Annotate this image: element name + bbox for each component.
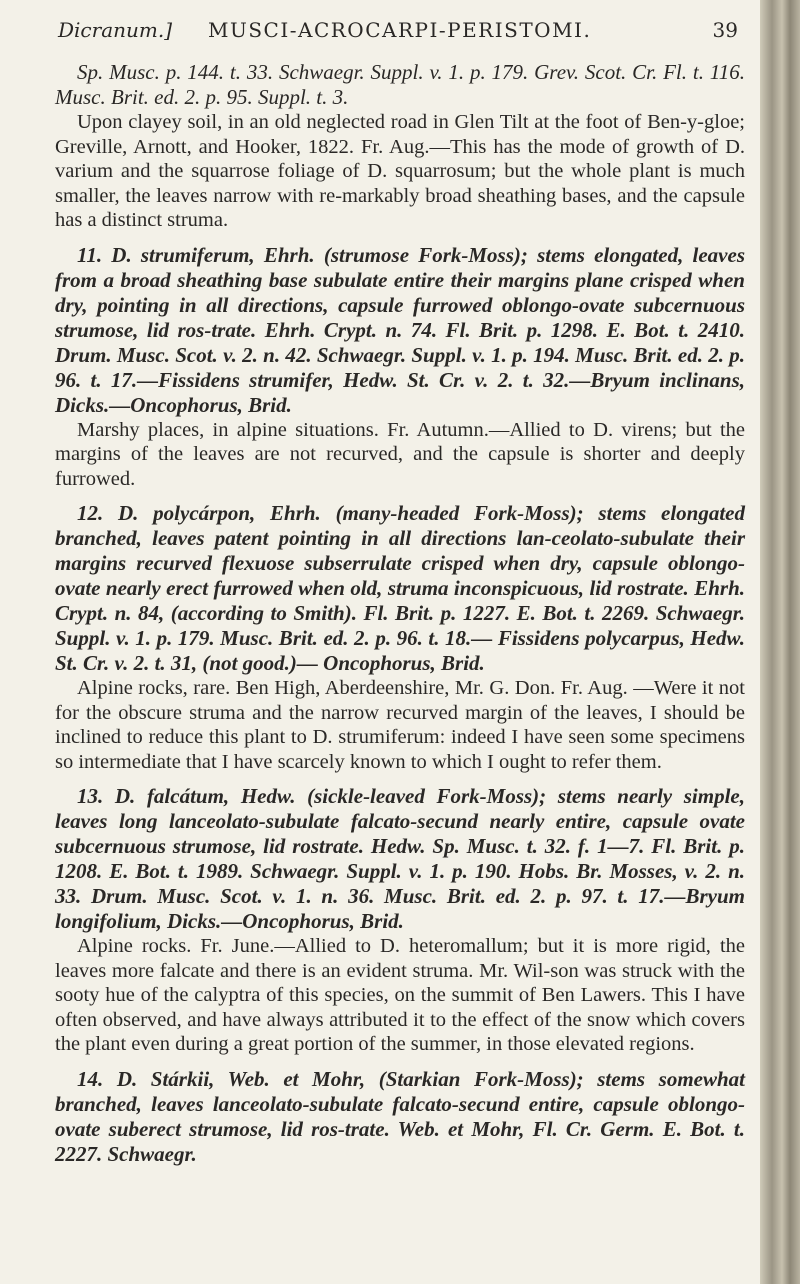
page-edge — [760, 0, 800, 1284]
paragraph-habitat: Marshy places, in alpine situations. Fr. Autumn.—Allied to D. virens; but the margins of the leaves are not recurved, and the capsule is shorter and deeply furrowed. — [55, 418, 745, 490]
header-genus: Dicranum.] — [58, 18, 173, 42]
paragraph-habitat: Alpine rocks. Fr. June.—Allied to D. heteromallum; but it is more rigid, the leaves more falcate and there is an evident struma. Mr. Wil-son was struck with the sooty hue of the calyptra of this species, on the summit of Ben Lawers. This I have often observed, and have always attributed it to the effect of the snow which covers the plant even during a great portion of the summer, in those elevated regions. — [55, 935, 745, 1055]
page-number: 39 — [712, 18, 738, 42]
species-entry-14: 14. D. Stárkii, Web. et Mohr, (Starkian Fork-Moss); stems somewhat branched, leaves lanceolato-subulate falcato-secund entire, capsule oblongo-ovate suberect strumose, lid ros-trate. Web. et Mohr, Fl. Cr. Germ. E. Bot. t. 2227. Schwaegr. — [55, 1066, 745, 1166]
species-entry-13: 13. D. falcátum, Hedw. (sickle-leaved Fork-Moss); stems nearly simple, leaves long lanceolato-subulate falcato-secund nearly entire, capsule ovate subcernuous strumose, lid rostrate. Hedw. Sp. Musc. t. 32. f. 1—7. Fl. Brit. p. 1208. E. Bot. t. 1989. Schwaegr. Suppl. v. 1. p. 190. Hobs. Br. Mosses, v. 2. n. 33. Drum. Musc. Scot. v. 1. n. 36. Musc. Brit. ed. 2. p. 97. t. 17.—Bryum longifolium, Dicks.—Oncophorus, Brid. — [55, 784, 745, 933]
species-entry-12: 12. D. polycárpon, Ehrh. (many-headed Fork-Moss); stems elongated branched, leaves patent pointing in all directions lan-ceolato-subulate their margins recurved flexuose subserrulate crisped when dry, capsule oblongo-ovate nearly erect furrowed when old, struma inconspicuous, lid rostrate. Ehrh. Crypt. n. 84, (according to Smith). Fl. Brit. p. 1227. E. Bot. t. 2269. Schwaegr. Suppl. v. 1. p. 179. Musc. Brit. ed. 2. p. 96. t. 18.— Fissidens polycarpus, Hedw. St. Cr. v. 2. t. 31, (not good.)— Oncophorus, Brid. — [55, 501, 745, 675]
paragraph-references: Sp. Musc. p. 144. t. 33. Schwaegr. Suppl. v. 1. p. 179. Grev. Scot. Cr. Fl. t. 116. Musc. Brit. ed. 2. p. 95. Suppl. t. 3. — [55, 60, 745, 109]
running-header — [58, 18, 738, 48]
header-section-title: MUSCI-ACROCARPI-PERISTOMI. — [208, 18, 592, 42]
paragraph-habitat: Alpine rocks, rare. Ben High, Aberdeenshire, Mr. G. Don. Fr. Aug. —Were it not for the obscure struma and the narrow recurved margin of the leaves, I should be inclined to reduce this plant to D. strumiferum: indeed I have seen some specimens so intermediate that I have scarcely known to which I ought to refer them. — [55, 677, 745, 773]
paragraph-habitat: Upon clayey soil, in an old neglected road in Glen Tilt at the foot of Ben-y-gloe; Greville, Arnott, and Hooker, 1822. Fr. Aug.—This has the mode of growth of D. varium and the squarrose foliage of D. squarrosum; but the whole plant is much smaller, the leaves narrow with re-markably broad sheathing bases, and the capsule has a distinct struma. — [55, 111, 745, 231]
species-entry-11: 11. D. strumiferum, Ehrh. (strumose Fork-Moss); stems elongated, leaves from a broad sheathing base subulate entire their margins plane crisped when dry, pointing in all directions, capsule furrowed oblongo-ovate subcernuous strumose, lid ros-trate. Ehrh. Crypt. n. 74. Fl. Brit. p. 1298. E. Bot. t. 2410. Drum. Musc. Scot. v. 2. n. 42. Schwaegr. Suppl. v. 1. p. 194. Musc. Brit. ed. 2. p. 96. t. 17.—Fissidens strumifer, Hedw. St. Cr. v. 2. t. 32.—Bryum inclinans, Dicks.—Oncophorus, Brid. — [55, 242, 745, 417]
page-body — [55, 60, 745, 1167]
